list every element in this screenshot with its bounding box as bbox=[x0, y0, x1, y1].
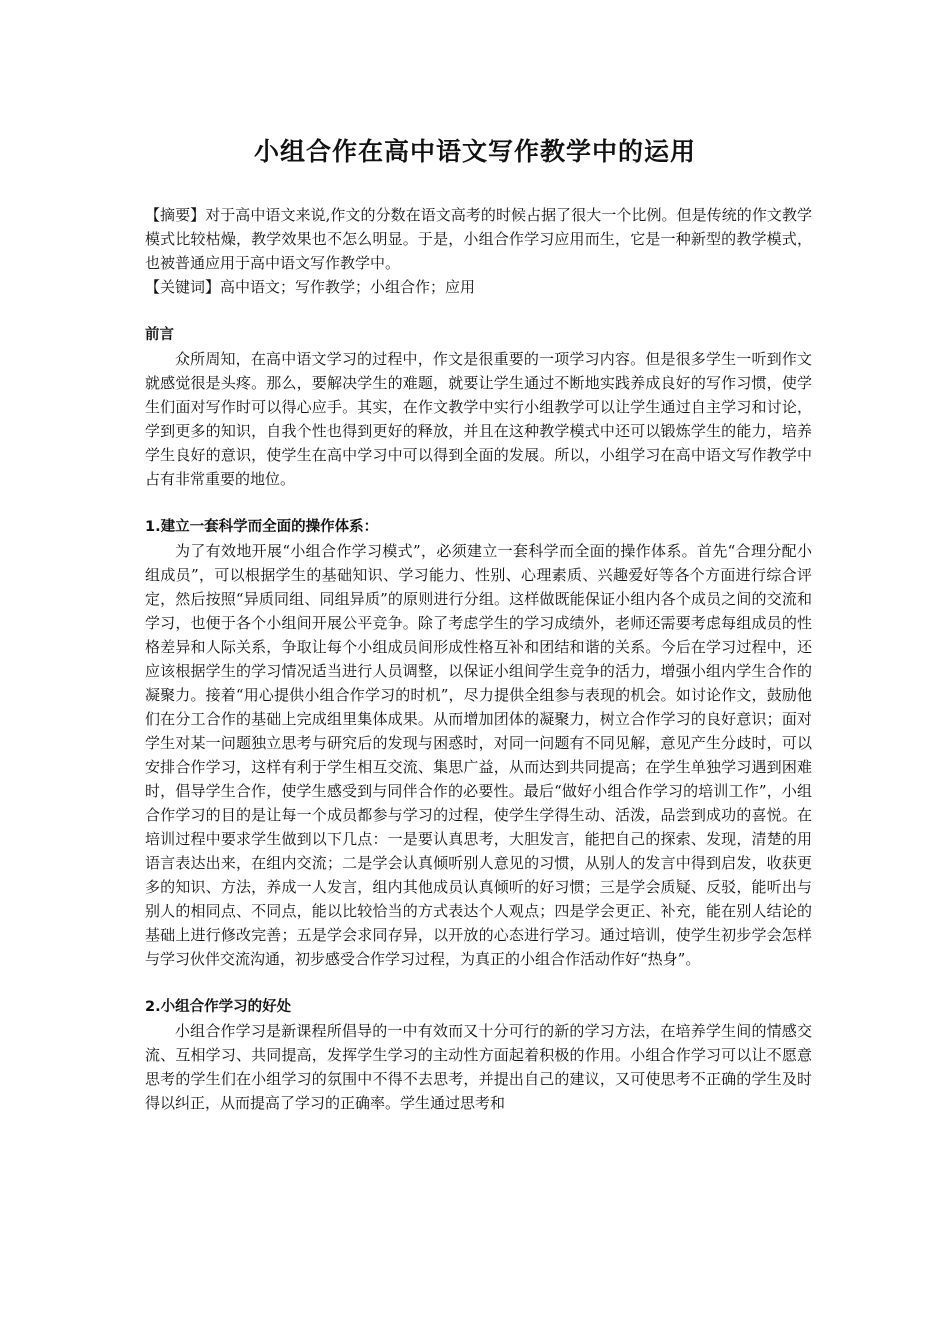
section-paragraph-2: 小组合作学习是新课程所倡导的一中有效而又十分可行的新的学习方法，在培养学生间的情感交流、互相学习、共同提高，发挥学生学习的主动性方面起着积极的作用。小组合作学习可以让不愿意思考的学生们在小组学习的氛围中不得不去思考，并提出自己的建议，又可使思考不正确的学生及时得以纠正，从而提高了学习的正确率。学生通过思考和 bbox=[145, 1022, 812, 1112]
section-paragraph-1: 为了有效地开展“小组合作学习模式”，必须建立一套科学而全面的操作体系。首先“合理分配小组成员”，可以根据学生的基础知识、学习能力、性别、心理素质、兴趣爱好等各个方面进行综合评定，然后按照“异质同组、同组异质”的原则进行分组。这样做既能保证小组内各个成员之间的交流和学习，也便于各个小组间开展公平竞争。除了考虑学生的学习成绩外，老师还需要考虑每组成员的性格差异和人际关系，争取让每个小组成员间形成性格互补和团结和谐的关系。今后在学习过程中，还应该根据学生的学习情况适当进行人员调整，以保证小组间学生竞争的活力，增强小组内学生合作的凝聚力。接着“用心提供小组合作学习的时机”，尽力提供全组参与表现的机会。如讨论作文，鼓励他们在分工合作的基础上完成组里集体成果。从而增加团体的凝聚力，树立合作学习的良好意识；面对学生对某一问题独立思考与研究后的发现与困惑时，对同一问题有不同见解，意见产生分歧时，可以安排合作学习，这样有利于学生相互交流、集思广益，从而达到共同提高；在学生单独学习遇到困难时，倡导学生合作，使学生感受到与同伴合作的必要性。最后“做好小组合作学习的培训工作”，小组合作学习的目的是让每一个成员都参与学习的过程，使学生学得生动、活泼，品尝到成功的喜悦。在培训过程中要求学生做到以下几点：一是要认真思考，大胆发言，能把自己的探索、发现，清楚的用语言表达出来，在组内交流；二是学会认真倾听别人意见的习惯，从别人的发言中得到启发，收获更多的知识、方法，养成一人发言，组内其他成员认真倾听的好习惯；三是学会质疑、反驳，能听出与别人的相同点、不同点，能以比较恰当的方式表达个人观点；四是学会更正、补充，能在别人结论的基础上进行修改完善；五是学会求同存异，以开放的心态进行学习。通过培训，使学生初步学会怎样与学习伙伴交流沟通，初步感受合作学习过程，为真正的小组合作活动作好“热身”。 bbox=[145, 542, 812, 968]
section-heading-2: 2.小组合作学习的好处 bbox=[145, 999, 292, 1015]
abstract: 【摘要】对于高中语文来说,作文的分数在语文高考的时候占据了很大一个比例。但是传统的作文教学模式比较枯燥，教学效果也不怎么明显。于是，小组合作学习应用而生，它是一种新型的教学模式，也被普通应用于高中语文写作教学中。 bbox=[145, 206, 812, 272]
keywords: 【关键词】高中语文；写作教学；小组合作；应用 bbox=[145, 278, 476, 296]
spacer bbox=[145, 491, 812, 515]
document-title: 小组合作在高中语文写作教学中的运用 bbox=[253, 137, 696, 166]
section-heading-1: 1.建立一套科学而全面的操作体系： bbox=[145, 519, 379, 535]
document-body bbox=[145, 203, 812, 1115]
spacer bbox=[145, 299, 812, 323]
spacer bbox=[145, 971, 812, 995]
section-heading-preface: 前言 bbox=[145, 327, 174, 343]
section-paragraph-preface: 众所周知，在高中语文学习的过程中，作文是很重要的一项学习内容。但是很多学生一听到作文就感觉很是头疼。那么，要解决学生的难题，就要让学生通过不断地实践养成良好的写作习惯，使学生们面对写作时可以得心应手。其实，在作文教学中实行小组教学可以让学生通过自主学习和讨论，学到更多的知识，自我个性也得到更好的释放，并且在这种教学模式中还可以锻炼学生的能力，培养学生良好的意识，使学生在高中学习中可以得到全面的发展。所以，小组学习在高中语文写作教学中占有非常重要的地位。 bbox=[145, 350, 812, 488]
